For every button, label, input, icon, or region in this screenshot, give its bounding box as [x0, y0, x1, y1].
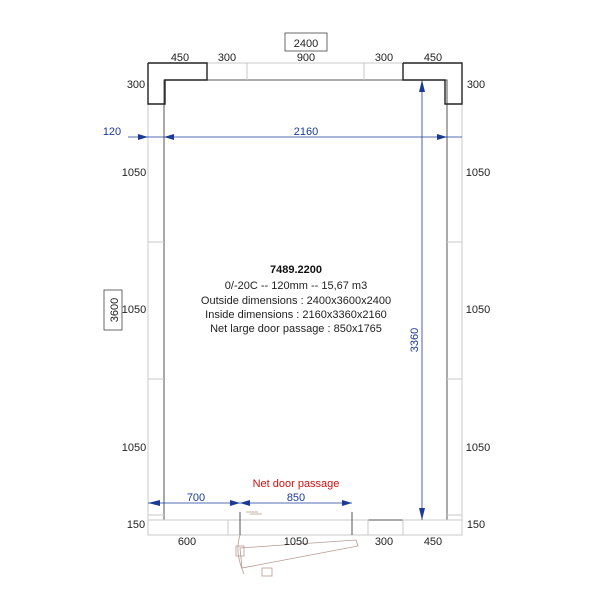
- bottom-wall-door-frame: [228, 520, 368, 535]
- arrow-head: [437, 134, 447, 140]
- total-width-label: 2400: [293, 38, 319, 50]
- dim-right-panel-3: 1050: [465, 442, 491, 454]
- arrow-head: [240, 500, 250, 506]
- dim-bottom-right: 450: [423, 536, 443, 548]
- dim-left-panel-2: 1050: [121, 304, 147, 316]
- total-depth-label: 3600: [109, 297, 121, 323]
- info-line-1: 0/-20C -- 120mm -- 15,67 m3: [224, 280, 368, 292]
- arrow-head: [342, 500, 352, 506]
- dim-corner-right-height: 300: [466, 79, 486, 91]
- arrow-head: [419, 80, 425, 92]
- info-code: 7489.2200: [270, 264, 322, 276]
- dim-bottom-door: 1050: [283, 536, 309, 548]
- dim-right-bottom: 150: [466, 519, 486, 531]
- door-handle: [262, 568, 272, 576]
- dim-top-left-corner: 450: [170, 52, 190, 64]
- dim-bottom-left: 600: [177, 536, 197, 548]
- dim-inside-width: 2160: [293, 126, 319, 138]
- dim-left-panel-3: 1050: [121, 442, 147, 454]
- dim-top-right-gap: 300: [374, 52, 394, 64]
- corner-piece-top-right: [403, 63, 462, 104]
- dim-inside-depth: 3360: [409, 327, 421, 353]
- dim-corner-left-height: 300: [126, 79, 146, 91]
- bottom-wall-right: [403, 520, 462, 535]
- dim-right-panel-1: 1050: [465, 167, 491, 179]
- bottom-wall-left: [148, 520, 228, 535]
- arrow-head: [230, 500, 240, 506]
- info-line-2: Outside dimensions : 2400x3600x2400: [200, 295, 392, 307]
- dim-top-right-corner: 450: [423, 52, 443, 64]
- dim-door-offset: 700: [186, 492, 206, 504]
- door-passage-label: Net door passage: [252, 478, 340, 490]
- dim-door-passage-width: 850: [286, 492, 306, 504]
- corner-piece-top-left: [148, 63, 207, 104]
- dim-wall-thickness: 120: [102, 126, 122, 138]
- door-hardware: [246, 512, 262, 514]
- dim-left-panel-1: 1050: [121, 167, 147, 179]
- info-line-4: Net large door passage : 850x1765: [210, 323, 382, 335]
- info-line-3: Inside dimensions : 2160x3360x2160: [205, 309, 387, 321]
- arrow-head: [419, 508, 425, 520]
- dim-top-left-gap: 300: [217, 52, 237, 64]
- arrow-head: [138, 134, 148, 140]
- arrow-head: [164, 134, 174, 140]
- dim-left-bottom: 150: [126, 519, 146, 531]
- dim-top-middle: 900: [296, 52, 316, 64]
- dim-right-panel-2: 1050: [465, 304, 491, 316]
- arrow-head: [148, 500, 160, 506]
- dim-bottom-gap: 300: [374, 536, 394, 548]
